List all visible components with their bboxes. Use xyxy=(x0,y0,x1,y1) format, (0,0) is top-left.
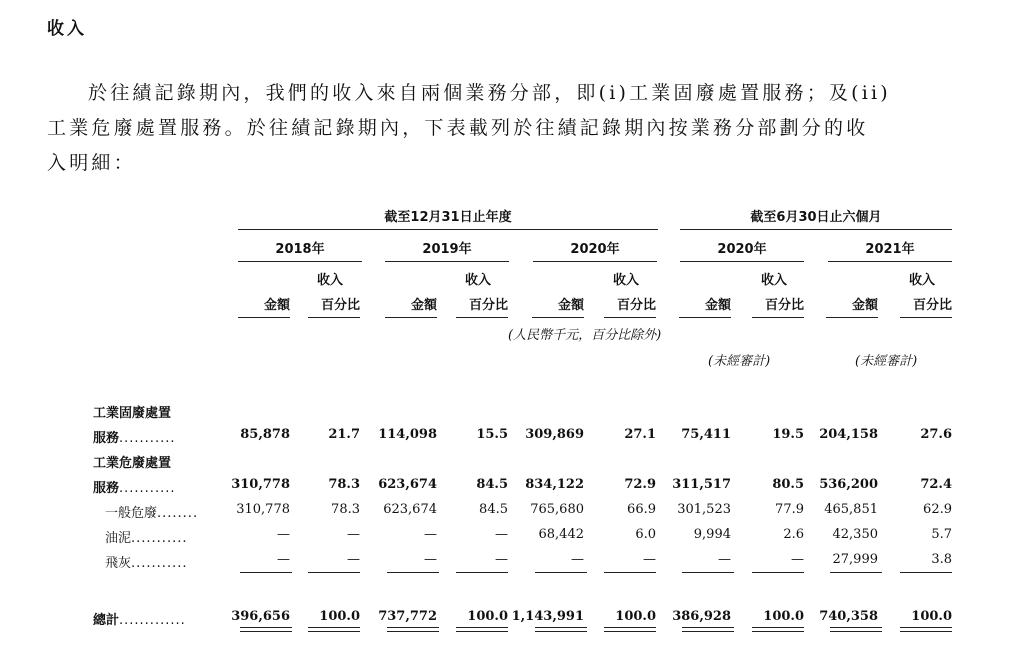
cell-percentage: 100.0 xyxy=(319,609,360,624)
cell-amount: 740,358 xyxy=(819,609,878,624)
cell-amount: 1,143,991 xyxy=(511,609,584,624)
column-rule-pct xyxy=(752,317,804,318)
leader-dots: ............. xyxy=(119,613,186,628)
row-label xyxy=(93,609,186,628)
intro-paragraph-line-1: 於往績記錄期內，我們的收入來自兩個業務分部，即(i)工業固廢處置服務；及(ii) xyxy=(88,82,891,104)
column-rule-pct xyxy=(900,317,952,318)
cell-percentage: — xyxy=(495,552,508,567)
total-double-rule xyxy=(240,627,292,632)
column-header-amount: 金額 xyxy=(410,298,437,313)
unaudited-note: (未經審計) xyxy=(708,354,771,369)
cell-percentage: 62.9 xyxy=(923,502,952,517)
leader-dots: ........... xyxy=(119,481,176,496)
cell-amount: 536,200 xyxy=(819,477,878,492)
row-label-text: 服務 xyxy=(93,481,120,496)
subtotal-rule xyxy=(682,572,734,573)
cell-amount: 311,517 xyxy=(672,477,731,492)
column-rule-amount xyxy=(679,317,731,318)
cell-percentage: 80.5 xyxy=(772,477,804,492)
cell-amount: 204,158 xyxy=(819,427,878,442)
year-rule xyxy=(385,261,509,262)
column-header-pct-top: 收入 xyxy=(316,273,343,288)
total-double-rule xyxy=(535,627,587,632)
cell-amount: — xyxy=(424,552,437,567)
cell-amount: 310,778 xyxy=(231,477,290,492)
unaudited-note: (未經審計) xyxy=(855,354,918,369)
cell-amount: 27,999 xyxy=(832,552,878,567)
cell-percentage: 78.3 xyxy=(328,477,360,492)
cell-amount: 309,869 xyxy=(525,427,584,442)
column-header-pct-top: 收入 xyxy=(908,273,935,288)
column-rule-pct xyxy=(308,317,360,318)
column-header-pct-bottom: 百分比 xyxy=(468,298,508,313)
cell-percentage: 100.0 xyxy=(467,609,508,624)
group-rule-annual xyxy=(238,229,658,230)
column-rule-amount xyxy=(238,317,290,318)
column-header-amount: 金額 xyxy=(557,298,584,313)
leader-dots: ........... xyxy=(131,531,188,546)
column-header-amount: 金額 xyxy=(263,298,290,313)
cell-amount: 75,411 xyxy=(681,427,731,442)
year-rule xyxy=(533,261,657,262)
total-double-rule xyxy=(900,627,952,632)
intro-paragraph-line-2: 工業危廢處置服務。於往績記錄期內，下表載列於往績記錄期內按業務分部劃分的收 xyxy=(47,117,869,139)
row-label-text: 一般危廢 xyxy=(105,506,158,521)
cell-percentage: 2.6 xyxy=(783,527,804,542)
cell-amount: 765,680 xyxy=(530,502,584,517)
year-rule xyxy=(828,261,952,262)
cell-amount: — xyxy=(277,527,290,542)
total-double-rule xyxy=(752,627,804,632)
cell-amount: 465,851 xyxy=(824,502,878,517)
column-header-pct-top: 收入 xyxy=(760,273,787,288)
column-rule-amount xyxy=(532,317,584,318)
cell-percentage: — xyxy=(791,552,804,567)
row-label xyxy=(105,527,187,546)
cell-amount: 42,350 xyxy=(832,527,878,542)
cell-amount: 396,656 xyxy=(231,609,290,624)
year-header: 2019年 xyxy=(422,242,472,257)
subtotal-rule xyxy=(604,572,656,573)
subtotal-rule xyxy=(387,572,439,573)
total-double-rule xyxy=(387,627,439,632)
column-rule-pct xyxy=(604,317,656,318)
cell-percentage: 27.6 xyxy=(920,427,952,442)
cell-percentage: 84.5 xyxy=(479,502,508,517)
year-header: 2020年 xyxy=(570,242,620,257)
year-header: 2020年 xyxy=(717,242,767,257)
column-rule-pct xyxy=(456,317,508,318)
cell-amount: 737,772 xyxy=(378,609,437,624)
cell-amount: 68,442 xyxy=(538,527,584,542)
subtotal-rule xyxy=(900,572,952,573)
cell-percentage: — xyxy=(347,527,360,542)
cell-percentage: 84.5 xyxy=(476,477,508,492)
row-label-group: 工業危廢處置 xyxy=(93,456,172,471)
total-double-rule xyxy=(830,627,882,632)
cell-percentage: — xyxy=(495,527,508,542)
intro-paragraph-line-3: 入明細： xyxy=(47,152,136,174)
year-header: 2018年 xyxy=(275,242,325,257)
cell-percentage: — xyxy=(347,552,360,567)
cell-amount: 85,878 xyxy=(240,427,290,442)
row-label-text: 飛灰 xyxy=(105,556,132,571)
cell-percentage: 15.5 xyxy=(476,427,508,442)
cell-percentage: 100.0 xyxy=(615,609,656,624)
column-header-pct-bottom: 百分比 xyxy=(320,298,360,313)
total-double-rule xyxy=(682,627,734,632)
cell-amount: — xyxy=(424,527,437,542)
cell-percentage: 78.3 xyxy=(331,502,360,517)
cell-amount: — xyxy=(571,552,584,567)
row-label-group: 工業固廢處置 xyxy=(93,406,172,421)
section-heading: 收入 xyxy=(47,19,87,39)
row-label xyxy=(105,502,198,521)
cell-amount: 386,928 xyxy=(672,609,731,624)
row-label-text: 服務 xyxy=(93,431,120,446)
cell-percentage: 5.7 xyxy=(931,527,952,542)
year-rule xyxy=(680,261,804,262)
leader-dots: ........... xyxy=(119,431,176,446)
cell-amount: 9,994 xyxy=(693,527,731,542)
cell-amount: — xyxy=(718,552,731,567)
group-header-interim: 截至6月30日止六個月 xyxy=(750,210,882,225)
cell-percentage: 77.9 xyxy=(775,502,804,517)
column-header-pct-top: 收入 xyxy=(464,273,491,288)
column-rule-amount xyxy=(826,317,878,318)
cell-amount: 623,674 xyxy=(383,502,437,517)
unit-note: (人民幣千元，百分比除外) xyxy=(508,328,662,343)
cell-amount: 114,098 xyxy=(378,427,437,442)
cell-percentage: 19.5 xyxy=(772,427,804,442)
subtotal-rule xyxy=(456,572,508,573)
column-header-amount: 金額 xyxy=(704,298,731,313)
subtotal-rule xyxy=(535,572,587,573)
total-double-rule xyxy=(308,627,360,632)
year-rule xyxy=(238,261,362,262)
cell-amount: 301,523 xyxy=(677,502,731,517)
cell-percentage: 21.7 xyxy=(328,427,360,442)
row-label xyxy=(93,427,175,446)
group-rule-interim xyxy=(680,229,952,230)
year-header: 2021年 xyxy=(865,242,915,257)
column-header-amount: 金額 xyxy=(851,298,878,313)
total-double-rule xyxy=(456,627,508,632)
cell-percentage: — xyxy=(643,552,656,567)
column-header-pct-bottom: 百分比 xyxy=(912,298,952,313)
subtotal-rule xyxy=(308,572,360,573)
cell-percentage: 100.0 xyxy=(911,609,952,624)
leader-dots: ........ xyxy=(157,506,199,521)
cell-amount: 623,674 xyxy=(378,477,437,492)
cell-amount: 834,122 xyxy=(525,477,584,492)
cell-percentage: 66.9 xyxy=(627,502,656,517)
cell-percentage: 6.0 xyxy=(635,527,656,542)
subtotal-rule xyxy=(830,572,882,573)
subtotal-rule xyxy=(752,572,804,573)
total-double-rule xyxy=(604,627,656,632)
leader-dots: ........... xyxy=(131,556,188,571)
cell-amount: — xyxy=(277,552,290,567)
row-label xyxy=(105,552,187,571)
cell-percentage: 27.1 xyxy=(624,427,656,442)
column-header-pct-bottom: 百分比 xyxy=(764,298,804,313)
cell-percentage: 72.9 xyxy=(624,477,656,492)
subtotal-rule xyxy=(240,572,292,573)
row-label-text: 總計 xyxy=(93,613,120,628)
cell-percentage: 100.0 xyxy=(763,609,804,624)
column-header-pct-bottom: 百分比 xyxy=(616,298,656,313)
cell-amount: 310,778 xyxy=(236,502,290,517)
row-label-text: 油泥 xyxy=(105,531,132,546)
column-rule-amount xyxy=(385,317,437,318)
cell-percentage: 72.4 xyxy=(920,477,952,492)
row-label xyxy=(93,477,175,496)
column-header-pct-top: 收入 xyxy=(612,273,639,288)
group-header-annual: 截至12月31日止年度 xyxy=(384,210,512,225)
cell-percentage: 3.8 xyxy=(931,552,952,567)
